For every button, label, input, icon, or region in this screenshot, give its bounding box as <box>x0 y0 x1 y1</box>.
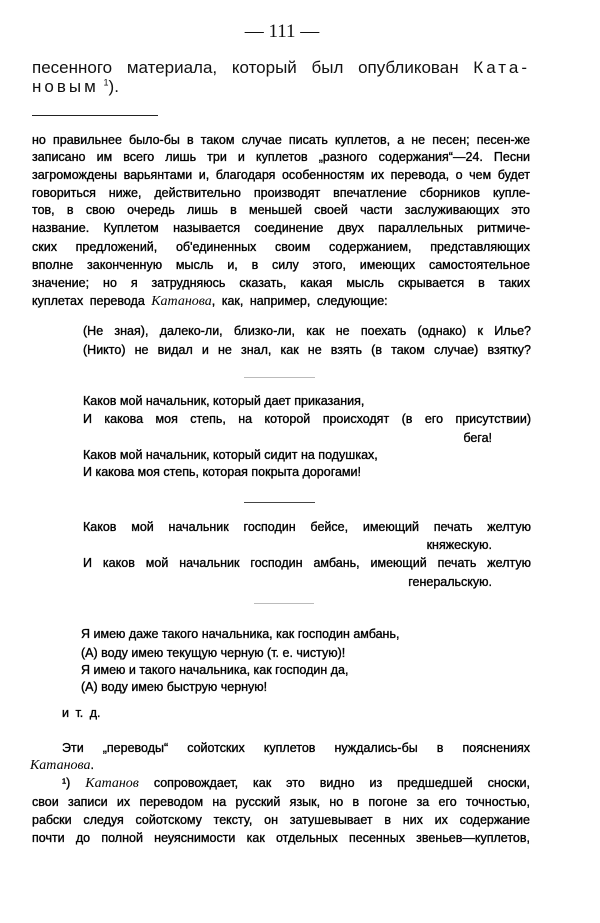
main-text-line <box>32 58 530 78</box>
text: сопровождает, как это видно из предшедшей сноски, <box>138 776 530 790</box>
footnote-line: название. Куплетом называется соединение двух параллельных ритмиче- <box>32 221 530 235</box>
verse-line: Я имею даже такого начальника, как господин амбань, <box>81 627 400 641</box>
footnote-line: ских предложений, об'единенных своим содержанием, представляющих <box>32 240 530 254</box>
footnote-line: тов, в свою очередь лишь в меньшей своей части заслуживающих это <box>32 203 530 217</box>
verse-line: генеральскую. <box>408 575 492 589</box>
footnote2-line: рабски следуя сойотскому тексту, он затушевывает в них их содержание <box>32 813 530 827</box>
footnote-line: записано им всего лишь три и куплетов „разного содержания“—24. Песни <box>32 150 530 164</box>
verse-line: И какова моя степь, которая покрыта дорогами! <box>83 465 361 479</box>
verse-line: (Не зная), далеко-ли, близко-ли, как не поехать (однако) к Илье? <box>83 324 531 338</box>
separator <box>244 377 315 378</box>
text: песенного материала, который был опубликован <box>32 58 474 77</box>
italic-name: Катанова <box>151 294 212 309</box>
paragraph-line <box>30 757 528 773</box>
footnote2-line: свои записи их переводом на русский язык, но в погоне за его точностью, <box>32 795 530 809</box>
footnote-line: загромождены варьянтами и, благодаря особенностям их перевода, о чем будет <box>32 168 530 182</box>
footnote-line: значение; но я затрудняюсь сказать, какая мысль скрывается в таких <box>32 276 530 290</box>
footnote-line: говориться ниже, действительно производят впечатление сборников купле- <box>32 186 530 200</box>
text: ). <box>108 77 119 96</box>
text: . <box>90 758 94 772</box>
italic-name: Катанов <box>85 776 139 791</box>
page-number: — 111 — <box>244 21 320 42</box>
verse-line: (Никто) не видал и не знал, как не взять (в таком случае) взятку? <box>83 343 531 357</box>
italic-name: Катанова <box>30 758 91 773</box>
separator <box>254 603 314 604</box>
footnote-marker: ¹) <box>62 776 71 790</box>
footnote-line <box>32 293 530 309</box>
etc-text: и т. д. <box>62 706 101 720</box>
text-spaced: новым <box>32 77 99 96</box>
verse-line: И каков мой начальник господин амбань, имеющий печать желтую <box>83 556 531 570</box>
main-text-line <box>32 77 530 97</box>
verse-line: (А) воду имею текущую черную (т. е. чистую)! <box>81 646 346 660</box>
paragraph-line: Эти „переводы“ сойотских куплетов нуждались-бы в пояснениях <box>62 741 530 755</box>
separator <box>244 502 315 503</box>
text: куплетах перевода <box>32 294 152 308</box>
text-spaced: Ката- <box>473 58 530 77</box>
footnote2-line: почти до полной неуяснимости как отдельных песенных звеньев—куплетов, <box>32 831 530 845</box>
verse-line: Каков мой начальник, который дает приказания, <box>83 394 365 408</box>
verse-line: И какова моя степь, на которой происходят (в его присутствии) <box>83 412 531 426</box>
verse-line: Каков мой начальник, который сидит на подушках, <box>83 448 378 462</box>
footnote-line: вполне законченную мысль и, в силу этого, имеющих самостоятельное <box>32 258 530 272</box>
verse-line: Я имею и такого начальника, как господин да, <box>81 663 349 677</box>
text: , как, например, следующие: <box>211 294 388 308</box>
footnote2-line <box>62 775 530 791</box>
footnote-rule <box>32 115 158 116</box>
verse-line: княжескую. <box>426 538 492 552</box>
footnote-line: но правильнее было-бы в таком случае писать куплетов, а не песен; песен-же <box>32 133 530 147</box>
footnote-ref: 1 <box>103 77 109 88</box>
verse-line: бега! <box>463 431 492 445</box>
verse-line: Каков мой начальник господин бейсе, имеющий печать желтую <box>83 520 531 534</box>
verse-line: (А) воду имею быструю черную! <box>81 680 268 694</box>
